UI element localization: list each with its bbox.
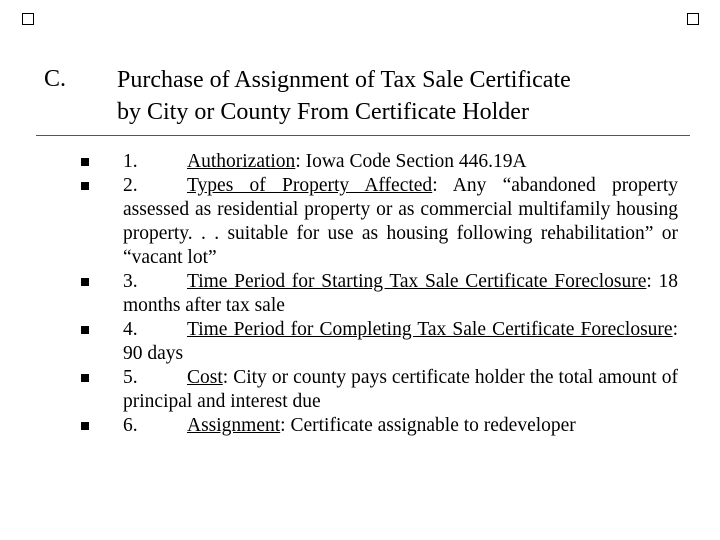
item-number: 1. bbox=[123, 151, 138, 172]
list-item bbox=[78, 366, 678, 414]
item-label: Types of Property Affected bbox=[187, 175, 433, 196]
list-item bbox=[78, 174, 678, 270]
slide-title bbox=[117, 64, 697, 128]
item-text: : Iowa Code Section 446.19A bbox=[295, 151, 527, 172]
square-bullet-icon bbox=[81, 158, 89, 166]
item-label: Time Period for Completing Tax Sale Certificate Foreclosure bbox=[187, 319, 673, 340]
section-letter: C. bbox=[44, 66, 67, 92]
item-number: 6. bbox=[123, 415, 138, 436]
item-label: Authorization bbox=[187, 151, 296, 172]
slide-title-line-2: by City or County From Certificate Holder bbox=[117, 99, 529, 125]
square-bullet-icon bbox=[81, 278, 89, 286]
item-number: 3. bbox=[123, 271, 138, 292]
square-bullet-icon bbox=[81, 326, 89, 334]
corner-box-top-right bbox=[687, 13, 699, 25]
item-text: : 90 days bbox=[123, 319, 678, 364]
list-item bbox=[78, 270, 678, 318]
item-number: 2. bbox=[123, 175, 138, 196]
square-bullet-icon bbox=[81, 182, 89, 190]
item-label: Assignment bbox=[187, 415, 281, 436]
title-divider bbox=[36, 135, 690, 136]
bullet-list bbox=[78, 150, 678, 438]
list-item bbox=[78, 318, 678, 366]
item-number: 5. bbox=[123, 367, 138, 388]
corner-box-top-left bbox=[22, 13, 34, 25]
slide-title-line-1: Purchase of Assignment of Tax Sale Certificate bbox=[117, 67, 571, 93]
item-text: : Any “abandoned property assessed as residential property or as commercial multifamily housing property. . . suitable for use as housing following rehabilitation” or “vacant lot” bbox=[123, 175, 679, 268]
square-bullet-icon bbox=[81, 422, 89, 430]
list-item bbox=[78, 414, 678, 438]
item-text: : 18 months after tax sale bbox=[123, 271, 678, 316]
item-label: Cost bbox=[187, 367, 223, 388]
item-text: : Certificate assignable to redeveloper bbox=[280, 415, 576, 436]
item-number: 4. bbox=[123, 319, 138, 340]
list-item bbox=[78, 150, 678, 174]
item-text: : City or county pays certificate holder the total amount of principal and interest due bbox=[123, 367, 678, 412]
item-label: Time Period for Starting Tax Sale Certificate Foreclosure bbox=[187, 271, 647, 292]
square-bullet-icon bbox=[81, 374, 89, 382]
